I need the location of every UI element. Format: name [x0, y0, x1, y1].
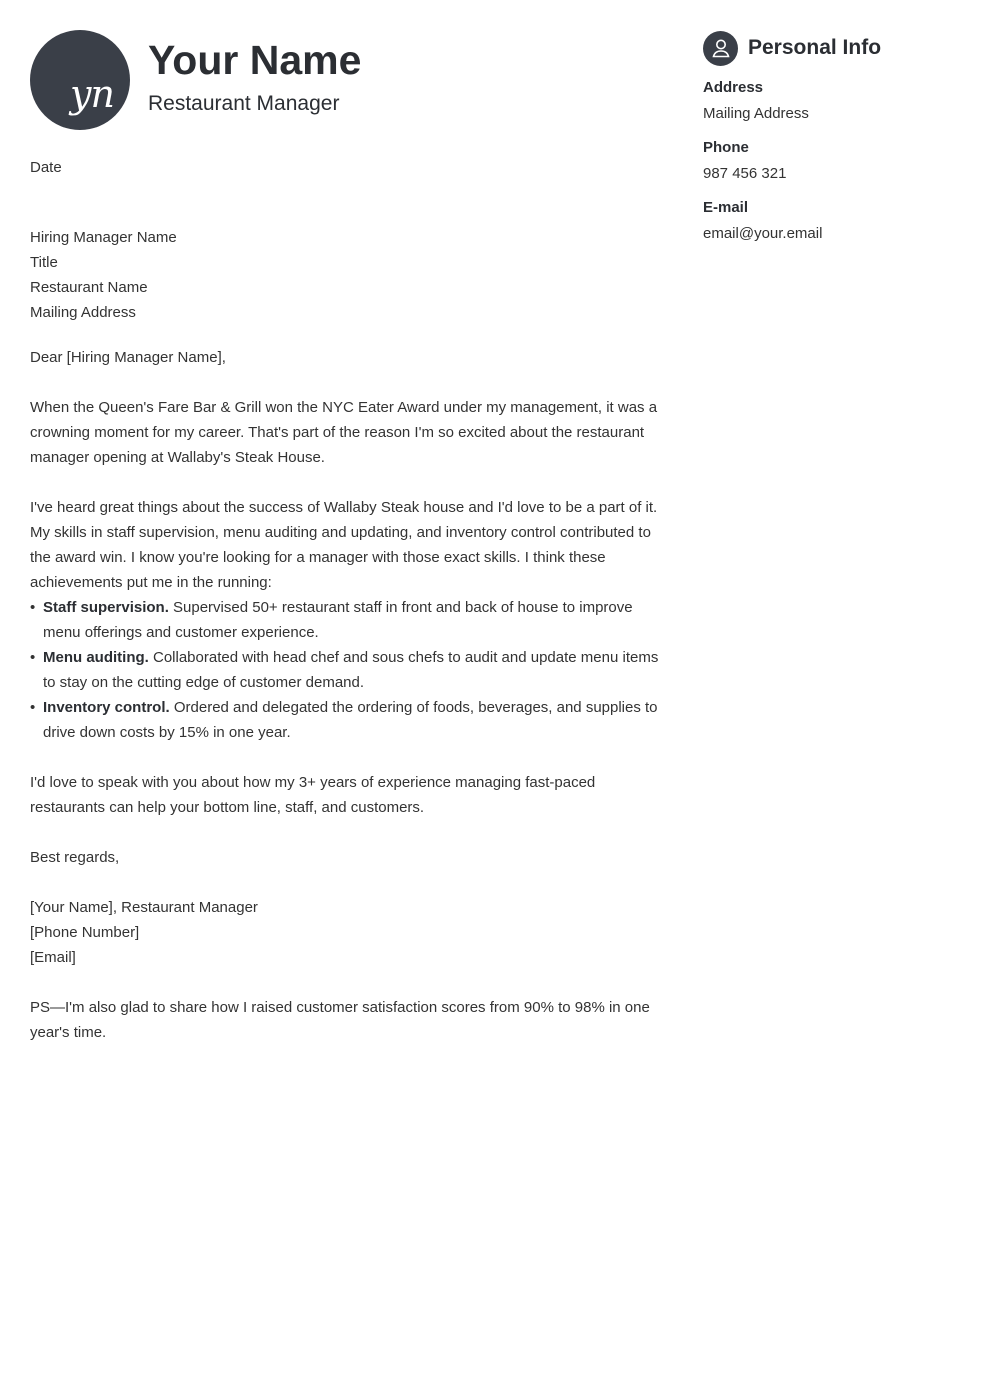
person-icon	[703, 31, 738, 66]
recipient-name: Hiring Manager Name	[30, 229, 177, 246]
info-address	[703, 78, 963, 126]
letter-closing: Best regards,	[30, 849, 120, 866]
letter-paragraph-2: I've heard great things about the success of Wallaby Steak house and I'd love to be a part of it. My skills in staff supervision, menu auditing and updating, and inventory control contributed to the award win. I know you're looking for a manager with those exact skills. I think these achievements put me in the running:	[30, 499, 658, 591]
info-label: Address	[703, 79, 764, 96]
info-email	[703, 198, 963, 246]
monogram-avatar	[30, 30, 130, 130]
bullet-heading: Staff supervision.	[43, 599, 169, 616]
personal-info-header	[703, 30, 963, 66]
list-item	[30, 645, 662, 695]
bullet-text: Ordered and delegated the ordering of foods, beverages, and supplies to drive down costs by 15% in one year.	[43, 699, 658, 741]
signature-email: [Email]	[30, 949, 76, 966]
candidate-role: Restaurant Manager	[148, 92, 340, 115]
letter-paragraph-3: I'd love to speak with you about how my 3+ years of experience managing fast-paced restaurants can help your bottom line, staff, and customers.	[30, 774, 596, 816]
signature-name: [Your Name], Restaurant Manager	[30, 899, 258, 916]
candidate-name: Your Name	[148, 37, 362, 83]
bullet-text: Supervised 50+ restaurant staff in front and back of house to improve menu offerings and customer experience.	[43, 599, 633, 641]
info-value: email@your.email	[703, 225, 823, 242]
info-value: Mailing Address	[703, 105, 809, 122]
list-item	[30, 595, 662, 645]
info-label: Phone	[703, 139, 749, 156]
recipient-restaurant: Restaurant Name	[30, 279, 148, 296]
recipient-title: Title	[30, 254, 58, 271]
recipient-block	[30, 225, 662, 325]
letter-date: Date	[30, 159, 62, 176]
signature-phone: [Phone Number]	[30, 924, 140, 941]
info-label: E-mail	[703, 199, 749, 216]
signature-block	[30, 895, 662, 970]
letter-paragraph-1: When the Queen's Fare Bar & Grill won the NYC Eater Award under my management, it was a crowning moment for my career. That's part of the reason I'm so excited about the restaurant manager opening at Wallaby's Steak House.	[30, 399, 658, 466]
letter-body	[30, 155, 662, 1045]
list-item	[30, 695, 662, 745]
letter-greeting: Dear [Hiring Manager Name],	[30, 349, 226, 366]
bullet-heading: Inventory control.	[43, 699, 170, 716]
achievement-list	[30, 595, 662, 745]
letter-postscript: PS—I'm also glad to share how I raised customer satisfaction scores from 90% to 98% in one year's time.	[30, 999, 650, 1041]
info-value: 987 456 321	[703, 165, 787, 182]
personal-info-sidebar	[703, 30, 963, 246]
recipient-address: Mailing Address	[30, 304, 136, 321]
info-phone	[703, 138, 963, 186]
sidebar-title: Personal Info	[748, 36, 882, 59]
monogram-text: yn	[70, 72, 114, 116]
bullet-heading: Menu auditing.	[43, 649, 149, 666]
bullet-text: Collaborated with head chef and sous chefs to audit and update menu items to stay on the cutting edge of customer demand.	[43, 649, 659, 691]
